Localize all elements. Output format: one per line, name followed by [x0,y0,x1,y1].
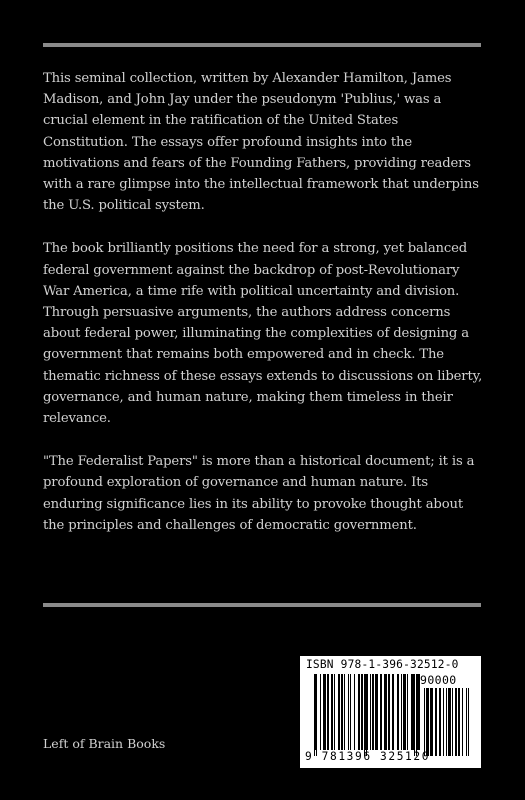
publisher-name: Left of Brain Books [43,736,166,751]
blurb-paragraph-2: The book brilliantly positions the need for a strong, yet balanced federal government against the backdrop of post-Revolutionary War America, a time rife with political uncertainty and division. Through persuasive arguments, the authors address concerns about federal power, illuminating the complexities of designing a government that remains both empowered and in check. The thematic richness of these essays extends to discussions on liberty, governance, and human nature, making them timeless in their relevance. [43,241,483,427]
price-code: 90000 [420,673,457,687]
ean-digits: 9 781396 325120 [305,750,431,763]
top-divider [43,43,481,47]
isbn-barcode [300,656,481,768]
bottom-divider [43,603,481,607]
blurb-paragraph-3: "The Federalist Papers" is more than a historical document; it is a profound exploration of governance and human nature. Its enduring significance lies in its ability to provoke thought about the principles and challenges of democratic government. [43,454,475,533]
back-cover-blurb [43,68,483,536]
isbn-label: ISBN 978-1-396-32512-0 [306,658,459,671]
blurb-paragraph-1: This seminal collection, written by Alexander Hamilton, James Madison, and John Jay under the pseudonym 'Publius,' was a crucial element in the ratification of the United States Constitution. The essays offer profound insights into the motivations and fears of the Founding Fathers, providing readers with a rare glimpse into the intellectual framework that underpins the U.S. political system. [43,71,479,214]
